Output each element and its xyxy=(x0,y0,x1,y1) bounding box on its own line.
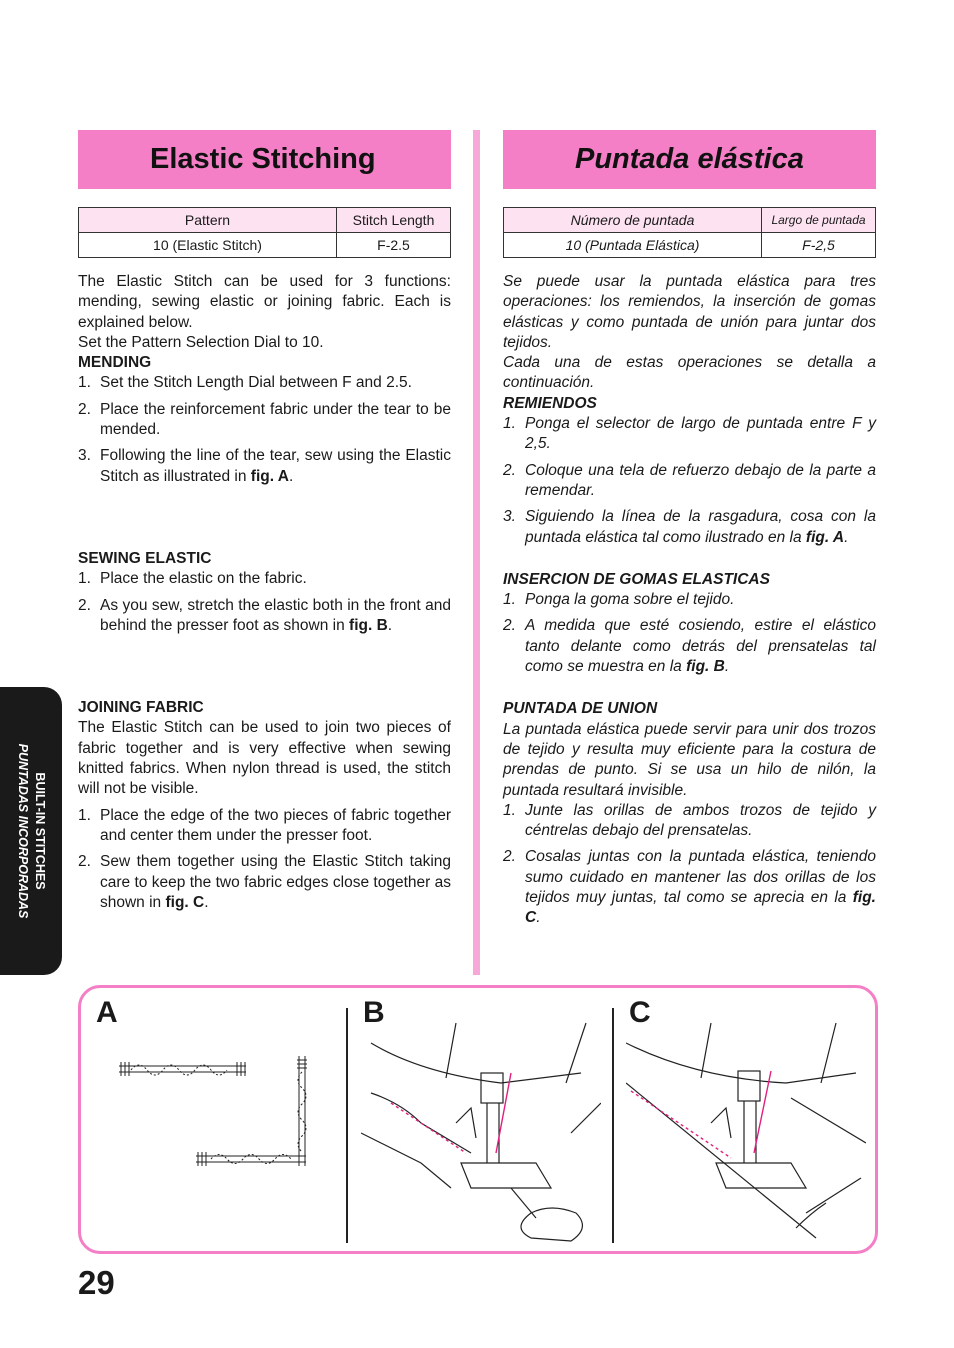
list-item: 1. Set the Stitch Length Dial between F and 2.5. xyxy=(78,374,412,392)
mending-steps xyxy=(503,414,876,548)
list-item: 3. Following the line of the tear, sew using the Elastic Stitch as illustrated in fig. A. xyxy=(78,447,451,485)
set-dial-text: Set the Pattern Selection Dial to 10. xyxy=(78,333,324,351)
table-cell-length: F-2,5 xyxy=(762,233,876,258)
mending-heading: MENDING xyxy=(78,354,152,372)
spanish-body xyxy=(503,272,876,929)
title-spanish: Puntada elástica xyxy=(575,143,804,175)
fig-b-illustration xyxy=(361,1013,601,1243)
fig-label-b: B xyxy=(363,996,385,1029)
joining-steps xyxy=(503,801,876,929)
list-item: 1. Ponga el selector de largo de puntada entre F y 2,5. xyxy=(503,415,876,453)
mending-heading: REMIENDOS xyxy=(503,394,597,412)
spec-table-spanish xyxy=(503,207,876,258)
joining-heading: JOINING FABRIC xyxy=(78,699,204,717)
table-cell-length: F-2.5 xyxy=(337,233,451,258)
sewing-elastic-steps xyxy=(503,590,876,677)
title-bar-spanish xyxy=(503,130,876,189)
list-item: 1. Ponga la goma sobre el tejido. xyxy=(503,591,735,609)
column-divider xyxy=(473,130,480,975)
intro-paragraph: The Elastic Stitch can be used for 3 functions: mending, sewing elastic or joining fabric. Each is explained below. xyxy=(78,273,451,331)
fig-a-illustration xyxy=(111,1048,321,1178)
list-item: 2. Cosalas juntas con la puntada elástica, teniendo sumo cuidado en mantener las dos orillas de los tejidos muy juntas, tal como se aprecia en la fig. C. xyxy=(503,848,876,927)
joining-intro: La puntada elástica puede servir para unir dos trozos de tejido y resulta muy eficiente para la costura de prendas de punto. Si se usa un hilo de nilón, la puntada resultará invisible. xyxy=(503,720,876,799)
side-tab xyxy=(0,687,62,975)
english-body xyxy=(78,272,451,913)
table-header-stitch-length: Stitch Length xyxy=(337,208,451,233)
fig-ref: fig. C xyxy=(525,889,876,927)
title-english: Elastic Stitching xyxy=(150,143,376,175)
list-item: 1. Place the elastic on the fabric. xyxy=(78,570,307,588)
joining-steps xyxy=(78,806,451,913)
list-item: 2. A medida que esté cosiendo, estire el elástico tanto delante como detrás del prensatelas tal como se muestra en la fig. B. xyxy=(503,617,876,676)
table-cell-pattern: 10 (Elastic Stitch) xyxy=(79,233,337,258)
sewing-elastic-heading: SEWING ELASTIC xyxy=(78,549,212,567)
fig-ref: fig. C xyxy=(165,893,205,911)
table-header-pattern: Número de puntada xyxy=(504,208,762,233)
table-cell-pattern: 10 (Puntada Elástica) xyxy=(504,233,762,258)
english-column xyxy=(78,130,451,919)
figure-separator xyxy=(612,1008,614,1243)
fig-ref: fig. A xyxy=(250,467,289,485)
spec-table-english xyxy=(78,207,451,258)
fig-label-a: A xyxy=(96,996,118,1029)
joining-intro: The Elastic Stitch can be used to join two pieces of fabric together and is very effective when sewing knitted fabrics. When nylon thread is used, the stitch will not be visible. xyxy=(78,719,451,798)
fig-ref: fig. B xyxy=(349,616,388,634)
fig-ref: fig. B xyxy=(686,658,725,676)
list-item: 2. Place the reinforcement fabric under the tear to be mended. xyxy=(78,400,451,439)
list-item: 1. Junte las orillas de ambos trozos de tejido y céntrelas debajo del prensatelas. xyxy=(503,801,876,840)
fig-ref: fig. A xyxy=(805,528,845,546)
intro-paragraph: Se puede usar la puntada elástica para tres operaciones: los remiendos, la inserción de gomas elásticas y como puntada de unión para juntar dos tejidos. xyxy=(503,273,876,351)
table-header-pattern: Pattern xyxy=(79,208,337,233)
joining-heading: PUNTADA DE UNION xyxy=(503,700,658,718)
list-item: 1. Place the edge of the two pieces of fabric together and center them under the presser foot. xyxy=(78,806,451,844)
sewing-elastic-steps xyxy=(78,569,451,636)
list-item: 3. Siguiendo la línea de la rasgadura, cosa con la puntada elástica tal como ilustrado en la fig. A. xyxy=(503,508,876,546)
side-tab-english: BUILT-IN STITCHES xyxy=(33,772,47,890)
fig-label-c: C xyxy=(629,996,651,1029)
figure-separator xyxy=(346,1008,348,1243)
title-bar-english xyxy=(78,130,451,189)
figures-panel xyxy=(78,985,878,1254)
side-tab-spanish: PUNTADAS INCORPORADAS xyxy=(16,743,30,919)
detail-text: Cada una de estas operaciones se detalla a continuación. xyxy=(503,354,876,392)
list-item: 2. Sew them together using the Elastic Stitch taking care to keep the two fabric edges close together as shown in fig. C. xyxy=(78,853,451,911)
spanish-column xyxy=(503,130,876,935)
list-item: 2. As you sew, stretch the elastic both in the front and behind the presser foot as shown in fig. B. xyxy=(78,596,451,634)
table-header-stitch-length: Largo de puntada xyxy=(762,208,876,233)
list-item: 2. Coloque una tela de refuerzo debajo de la parte a remendar. xyxy=(503,461,876,499)
page-number: 29 xyxy=(78,1264,115,1301)
sewing-elastic-heading: INSERCION DE GOMAS ELASTICAS xyxy=(503,570,770,588)
mending-steps xyxy=(78,373,451,486)
fig-c-illustration xyxy=(626,1013,866,1243)
